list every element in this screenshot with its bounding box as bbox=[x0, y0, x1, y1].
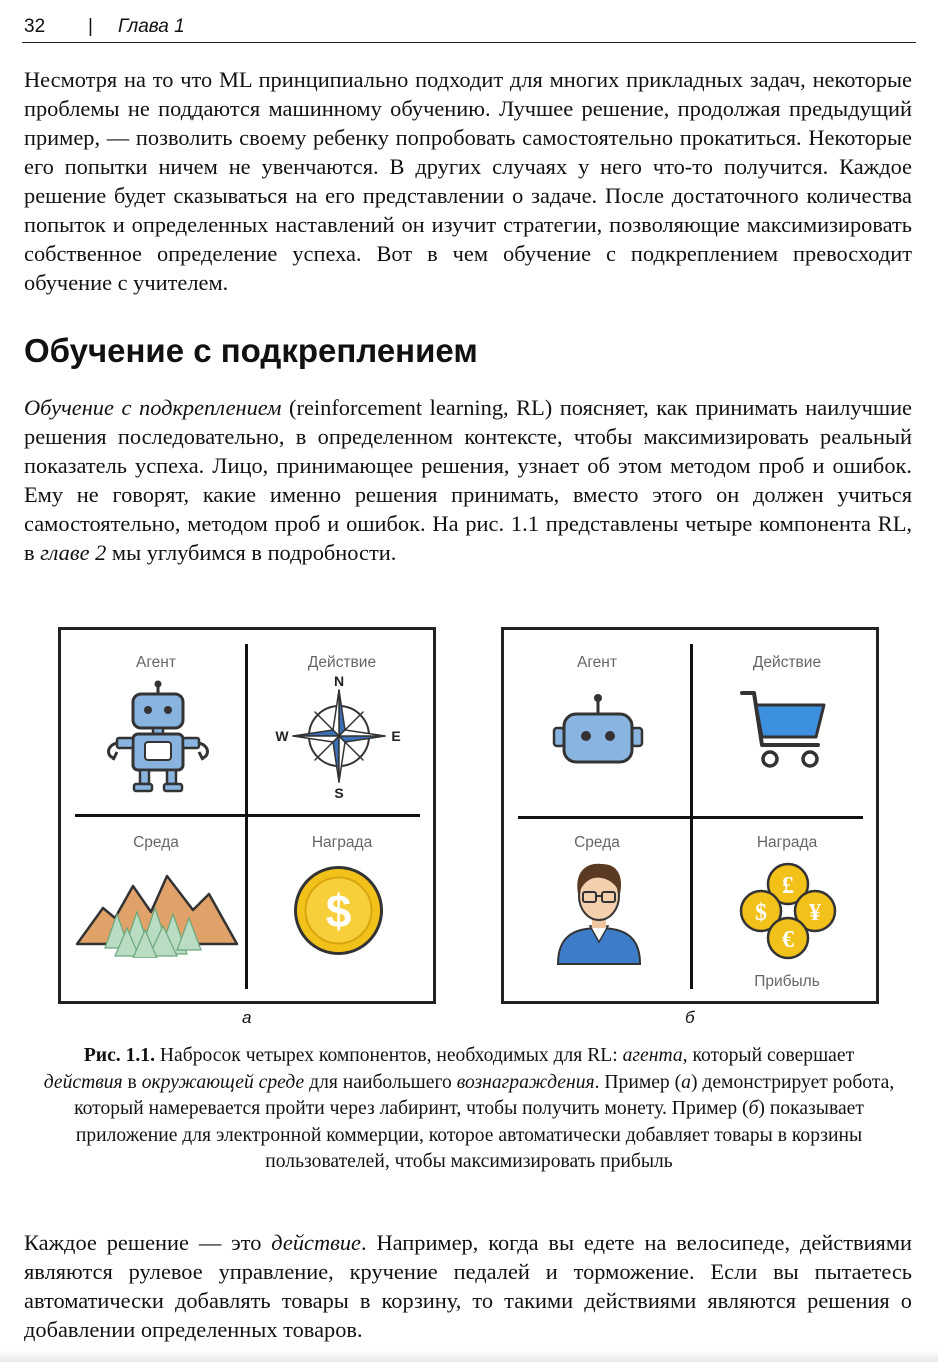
label-environment: Среда bbox=[133, 834, 179, 851]
page-header bbox=[22, 14, 916, 43]
caption-text: в bbox=[122, 1071, 142, 1093]
coin-dollar: $ bbox=[755, 900, 767, 926]
caption-label: Рис. 1.1. bbox=[83, 1045, 155, 1066]
shopping-cart-icon bbox=[738, 685, 833, 775]
compass-n: N bbox=[333, 674, 345, 689]
label-environment: Среда bbox=[574, 834, 620, 851]
caption-term: действия bbox=[43, 1071, 123, 1093]
page-number: 32 bbox=[24, 16, 46, 37]
figure-sublabel-b: б bbox=[685, 1008, 695, 1027]
caption-text: ) демонстрирует робота, который намеревается пройти через лабиринт, чтобы получить монету. Пример ( bbox=[74, 1071, 895, 1119]
label-agent: Агент bbox=[136, 654, 176, 671]
paragraph-text: . Например, когда вы едете на велосипеде, действиями являются рулевое управление, кручение педалей и торможение. Если вы пытаетесь автоматически добавлять товары в корзину, то такими действиями являются решения о добавлении определенных товаров. bbox=[24, 1230, 913, 1342]
figure-panel-b bbox=[501, 627, 879, 1004]
label-action: Действие bbox=[752, 654, 822, 671]
compass-icon bbox=[274, 674, 404, 799]
person-icon bbox=[554, 856, 644, 966]
label-action: Действие bbox=[307, 654, 377, 671]
figure-caption bbox=[40, 1043, 898, 1176]
caption-text: для наибольшего bbox=[304, 1071, 457, 1093]
chapter-reference: главе 2 bbox=[40, 540, 107, 565]
mountains-icon bbox=[75, 868, 240, 958]
caption-term: а bbox=[681, 1071, 691, 1093]
coin-euro: € bbox=[782, 927, 794, 953]
caption-term: вознаграждения bbox=[456, 1071, 595, 1093]
compass-w: W bbox=[275, 728, 289, 744]
term-action: действие bbox=[271, 1230, 361, 1255]
robot-icon bbox=[103, 680, 213, 795]
coin-yen: ¥ bbox=[809, 900, 821, 926]
label-agent: Агент bbox=[577, 654, 617, 671]
paragraph-action bbox=[24, 1228, 912, 1344]
label-profit: Прибыль bbox=[754, 973, 820, 990]
compass-e: E bbox=[391, 728, 401, 744]
paragraph-text: Каждое решение — это bbox=[24, 1230, 272, 1255]
page-bottom-shadow bbox=[0, 1350, 938, 1362]
caption-text: , который совершает bbox=[682, 1045, 855, 1066]
caption-term: окружающей среде bbox=[141, 1071, 305, 1093]
section-heading: Обучение с подкреплением bbox=[24, 332, 478, 369]
label-reward: Награда bbox=[756, 834, 818, 851]
definition-text-1: (reinforcement learning, RL) поясняет, как принимать наилучшие решения последовательно, в определенном контексте, чтобы максимизировать реальный показатель успеха. Лицо, принимающее решения, узнает об этом методом проб и ошибок. Ему не говорят, какие именно решения принимать, вместо этого он должен учиться самостоятельно, методом проб и ошибок. На рис. 1.1 представлены четыре компонента RL, в bbox=[24, 395, 912, 565]
caption-term: б bbox=[748, 1098, 759, 1119]
figure-panel-a bbox=[58, 627, 436, 1004]
header-separator: | bbox=[88, 16, 93, 37]
divider-horizontal bbox=[518, 816, 863, 819]
paragraph-intro: Несмотря на то что ML принципиально подходит для многих прикладных задач, некоторые проблемы не поддаются машинному обучению. Лучшее решение, продолжая предыдущий пример, — позволить своему ребенку попробовать самостоятельно прокатиться. Некоторые его попытки ничем не увенчаются. В других случаях у него что-то получится. Каждое решение будет сказываться на его представлении о задаче. После достаточного количества попыток и определенных наставлений он изучит стратегии, позволяющие максимизировать собственное определение успеха. Вот в чем обучение с подкреплением превосходит обучение с учителем. bbox=[24, 67, 912, 295]
coin-icon bbox=[291, 863, 386, 958]
term-rl: Обучение с подкреплением bbox=[24, 395, 282, 420]
caption-text: ) показывает приложение для электронной коммерции, которое автоматически добавляет товары в корзины пользователей, чтобы максимизировать прибыль bbox=[75, 1098, 864, 1172]
caption-text: Набросок четырех компонентов, необходимых для RL: bbox=[155, 1045, 623, 1066]
caption-term: агента bbox=[622, 1045, 683, 1066]
caption-text: . Пример ( bbox=[594, 1071, 682, 1093]
divider-horizontal bbox=[75, 814, 420, 817]
chapter-title: Глава 1 bbox=[118, 16, 185, 37]
figure-sublabel-a: а bbox=[242, 1008, 252, 1027]
coin-symbol: $ bbox=[325, 885, 352, 937]
paragraph-definition bbox=[24, 393, 912, 567]
definition-text-2: мы углубимся в подробности. bbox=[106, 540, 397, 565]
robot-head-icon bbox=[548, 692, 648, 772]
label-reward: Награда bbox=[311, 834, 373, 851]
coins-icon bbox=[739, 862, 837, 962]
coin-pound: £ bbox=[782, 873, 794, 899]
compass-s: S bbox=[334, 785, 344, 799]
